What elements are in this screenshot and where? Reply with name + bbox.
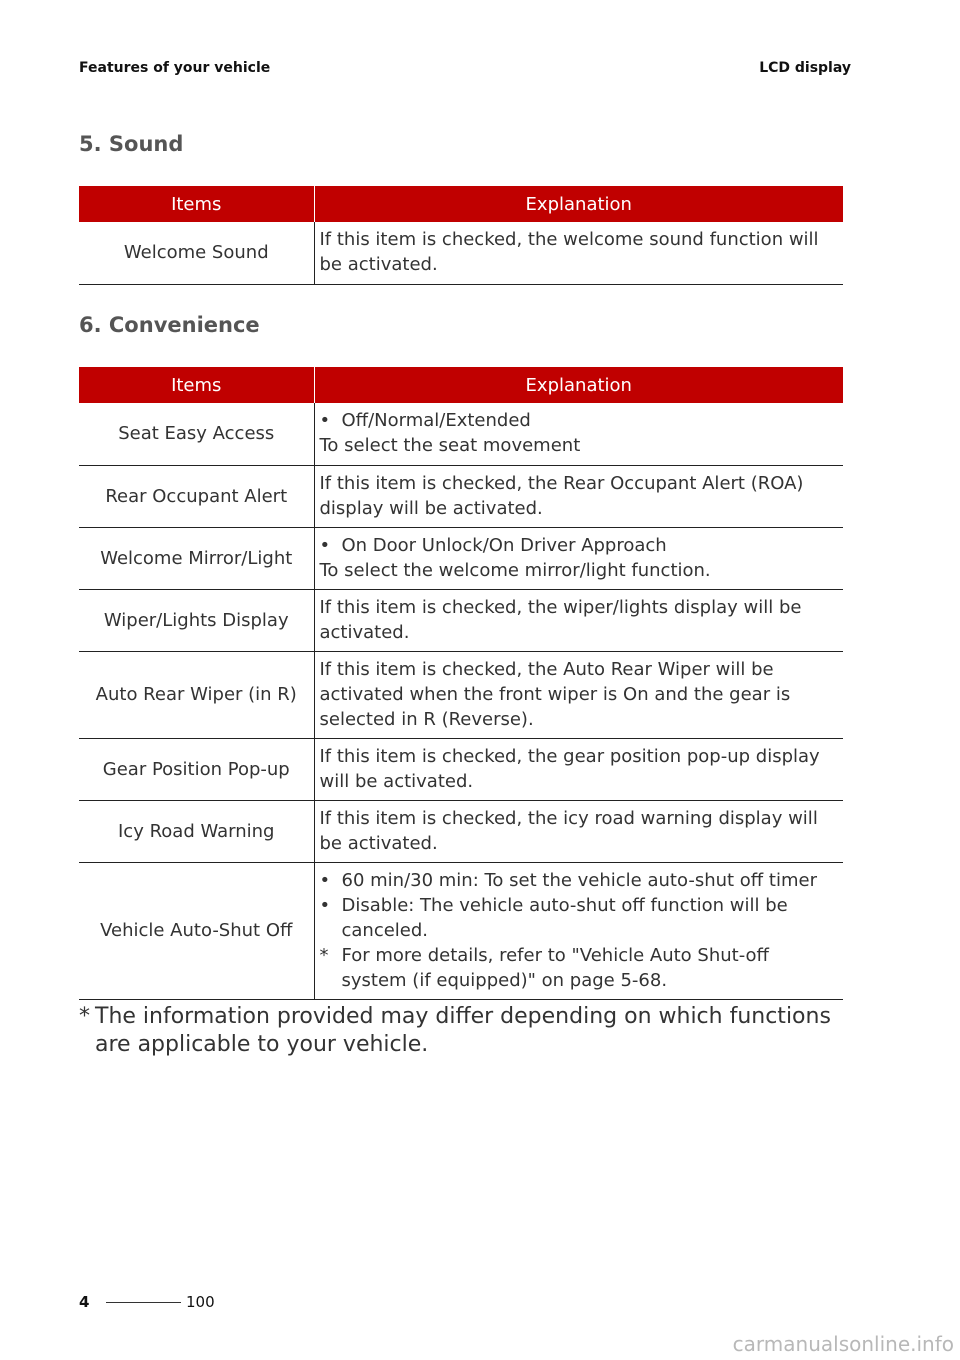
item-cell: Vehicle Auto-Shut Off [79,862,314,999]
bullet-line [320,868,838,893]
page-footnote [79,1003,843,1059]
sound-table [79,186,843,285]
running-header-section: Features of your vehicle [79,60,271,76]
bullet-icon: • [319,894,331,916]
item-cell: Seat Easy Access [79,403,314,465]
footnote-text: The information provided may differ depending on which functions are applicable to your vehicle. [95,1004,831,1057]
table-row [79,589,843,651]
explanation-text: To select the welcome mirror/light function. [319,559,711,581]
convenience-table [79,367,843,1000]
bullet-text: On Door Unlock/On Driver Approach [341,534,667,556]
table-header-row [79,186,843,222]
explanation-cell: If this item is checked, the Auto Rear Wiper will be activated when the front wiper is On and the gear is selected in R (Reverse). [314,651,843,738]
table-row [79,527,843,589]
table-row [79,862,843,999]
asterisk-icon: * [319,944,329,966]
explanation-cell: If this item is checked, the wiper/lights display will be activated. [314,589,843,651]
explanation-cell [314,403,843,465]
footer-divider [106,1302,181,1303]
bullet-line [320,893,838,943]
bullet-text: 60 min/30 min: To set the vehicle auto-shut off timer [341,869,817,891]
explanation-cell: If this item is checked, the icy road warning display will be activated. [314,800,843,862]
bullet-line [320,533,838,558]
table-row [79,222,843,284]
item-cell: Welcome Sound [79,222,314,284]
asterisk-icon: * [79,1004,90,1029]
item-cell: Rear Occupant Alert [79,465,314,527]
reference-note [320,943,838,993]
column-header-items: Items [79,186,314,222]
bullet-line [320,408,838,433]
page-number: 100 [186,1293,215,1311]
chapter-number: 4 [79,1293,90,1311]
table-header-row [79,367,843,403]
convenience-section-title: 6. Convenience [79,313,260,337]
explanation-cell [314,862,843,999]
bullet-icon: • [319,534,331,556]
table-row [79,738,843,800]
explanation-cell: If this item is checked, the Rear Occupant Alert (ROA) display will be activated. [314,465,843,527]
watermark: carmanualsonline.info [732,1332,954,1356]
bullet-icon: • [319,869,331,891]
table-row [79,465,843,527]
item-cell: Icy Road Warning [79,800,314,862]
reference-note-text: For more details, refer to "Vehicle Auto Shut-off system (if equipped)" on page 5-68. [341,944,769,991]
item-cell: Auto Rear Wiper (in R) [79,651,314,738]
bullet-icon: • [319,410,331,432]
explanation-cell [314,527,843,589]
table-row [79,403,843,465]
explanation-cell: If this item is checked, the welcome sound function will be activated. [314,222,843,284]
explanation-cell: If this item is checked, the gear position pop-up display will be activated. [314,738,843,800]
item-cell: Wiper/Lights Display [79,589,314,651]
table-row [79,651,843,738]
bullet-text: Disable: The vehicle auto-shut off function will be canceled. [341,894,788,941]
explanation-text: To select the seat movement [319,435,581,457]
column-header-explanation: Explanation [314,367,843,403]
running-header-topic: LCD display [759,60,851,76]
bullet-text: Off/Normal/Extended [341,410,531,432]
column-header-items: Items [79,367,314,403]
item-cell: Gear Position Pop-up [79,738,314,800]
sound-section-title: 5. Sound [79,132,184,156]
column-header-explanation: Explanation [314,186,843,222]
table-row [79,800,843,862]
item-cell: Welcome Mirror/Light [79,527,314,589]
